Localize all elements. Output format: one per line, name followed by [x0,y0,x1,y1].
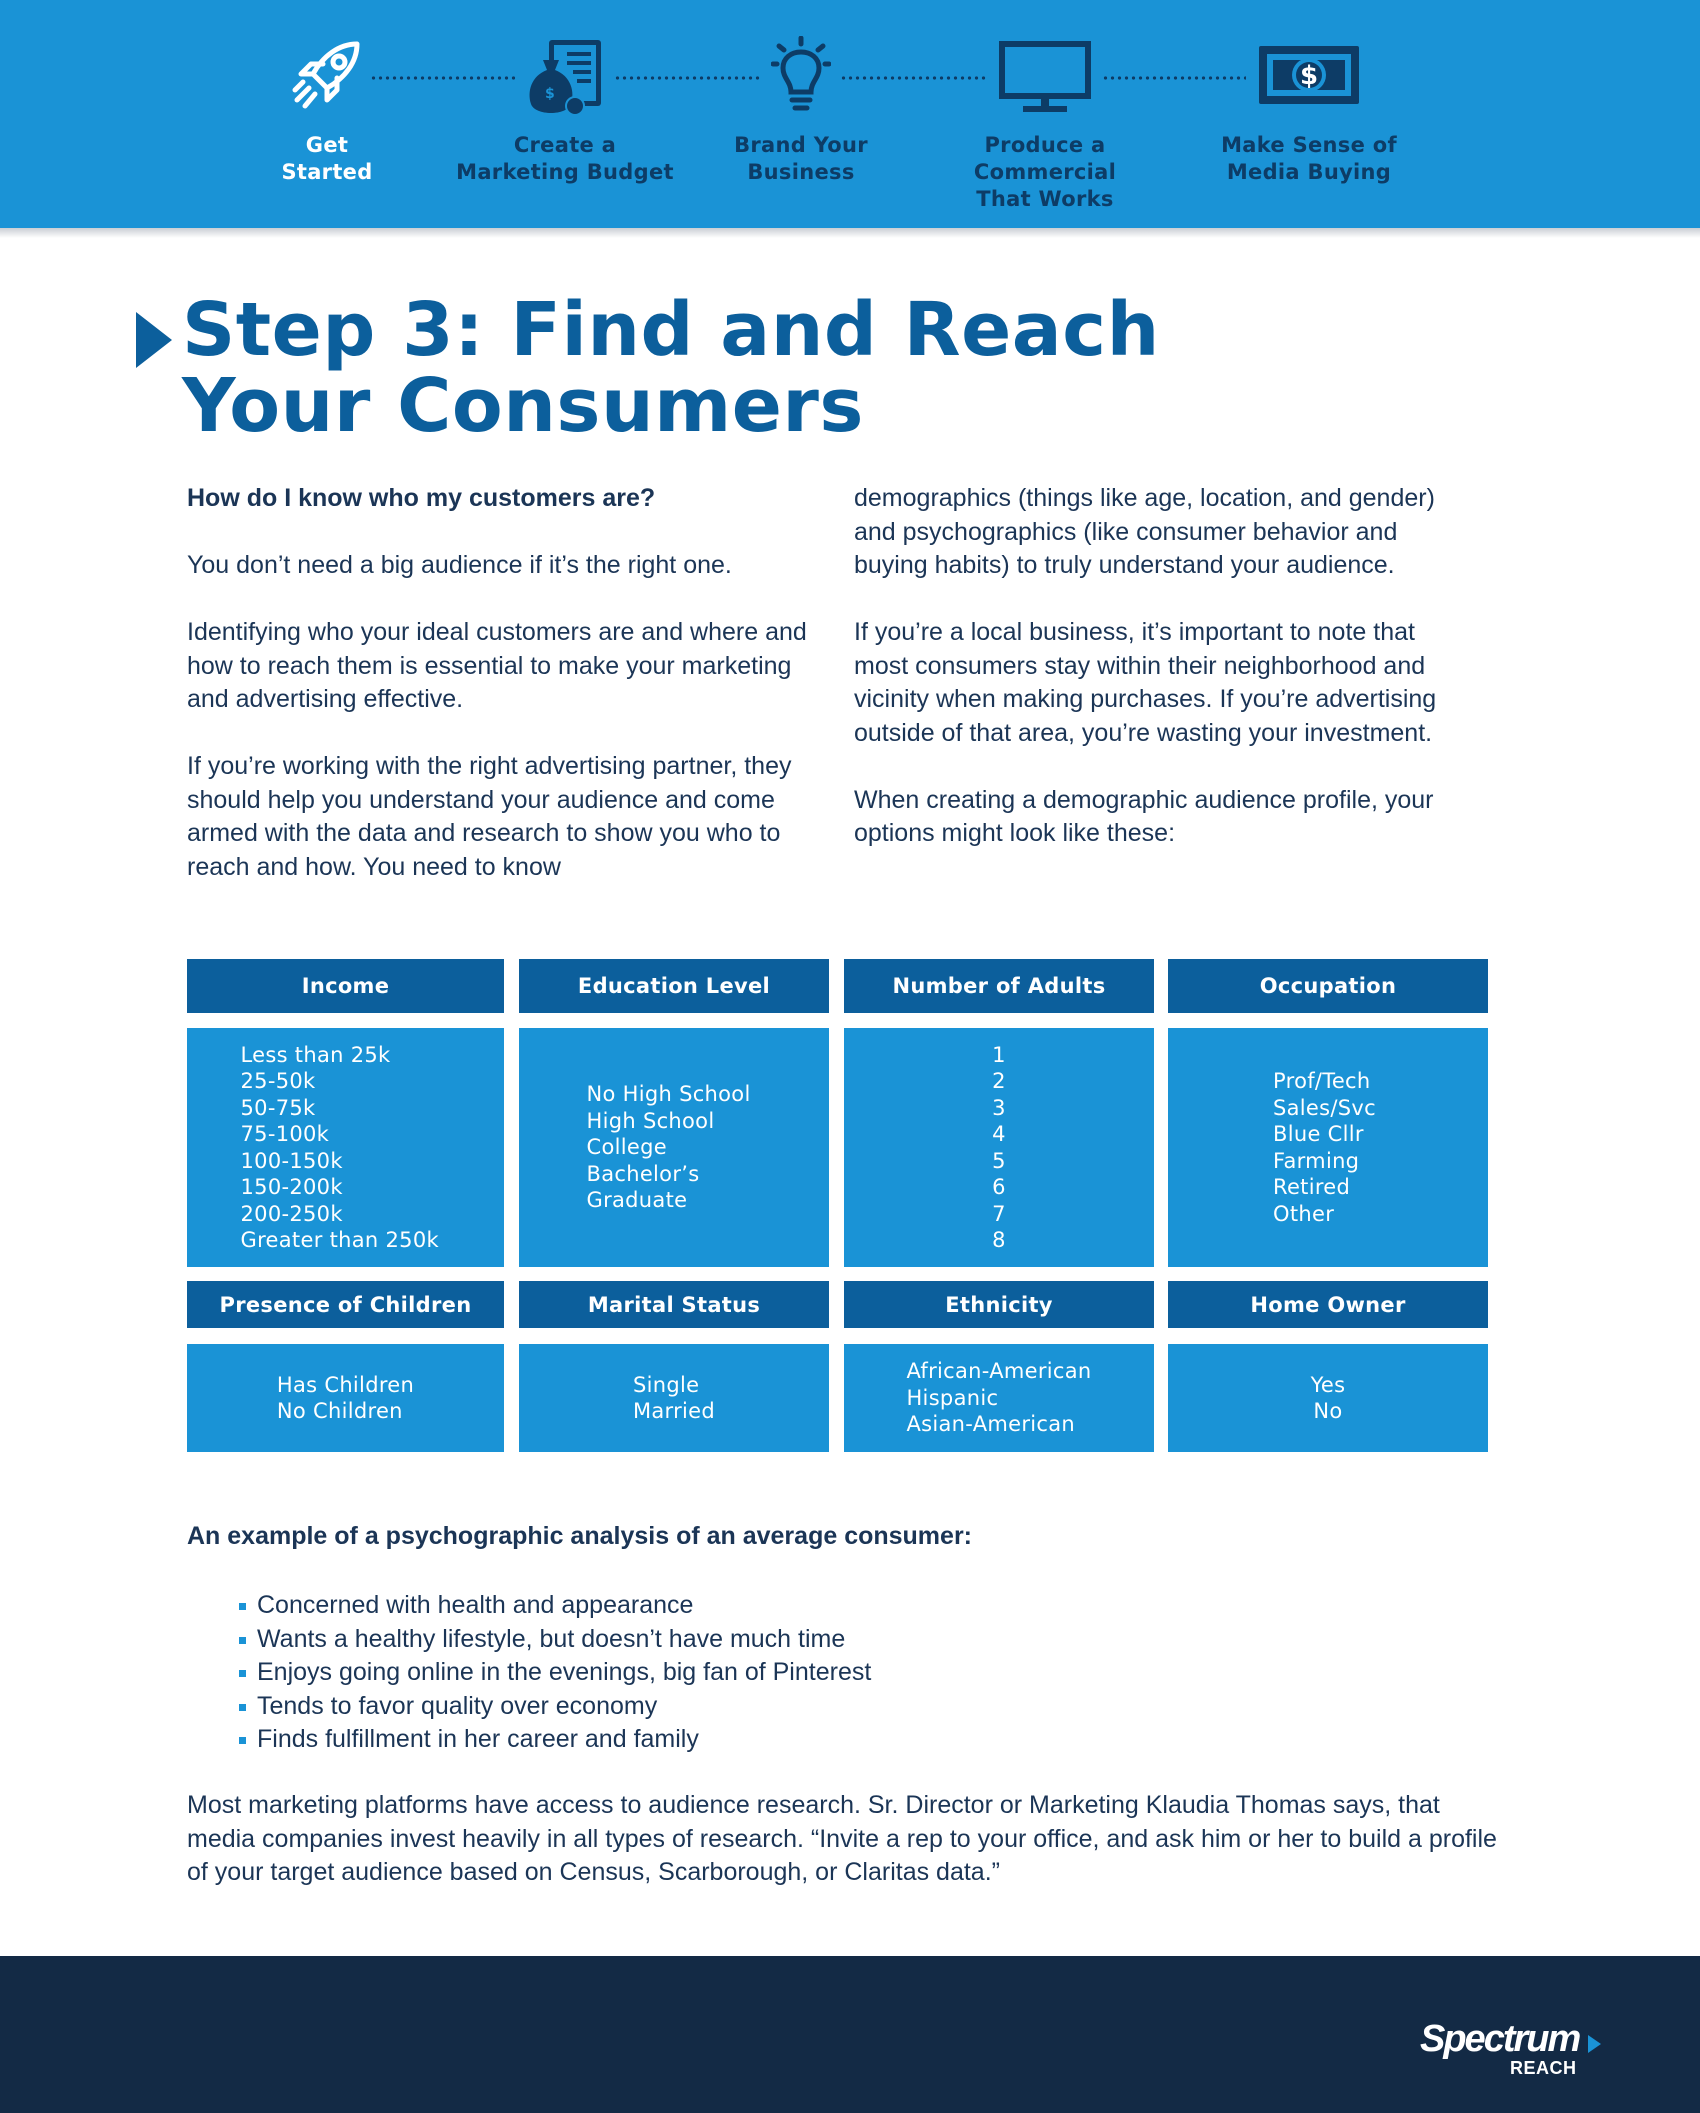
paragraph: demographics (things like age, location, and gender) and psychographics (like consumer behavior and buying habits) to truly understand your audience. [854,484,1435,579]
education-option: Bachelor’s [586,1161,700,1186]
homeowner-option: Yes [1310,1372,1346,1397]
step-label-line2: Media Buying [1226,160,1392,184]
children-box [187,1344,504,1452]
income-option: 50-75k [240,1095,316,1120]
education-option: High School [586,1108,715,1133]
list-item: Tends to favor quality over economy [237,1690,871,1724]
adults-option: 3 [992,1095,1006,1120]
step-label-line2: Marketing Budget [456,160,674,184]
marital-box [519,1344,829,1452]
education-box [519,1028,829,1267]
paragraph: When creating a demographic audience profile, your options might look like these: [854,785,1434,847]
step-label-line1: Create a [513,133,617,157]
step-label-line1: Produce a [984,133,1106,157]
ethnicity-option: African-American [906,1359,1092,1384]
list-item: Concerned with health and appearance [237,1589,871,1623]
ethnicity-option: Asian-American [906,1412,1076,1437]
paragraph: You don’t need a big audience if it’s the right one. [187,551,732,579]
body-left-column [187,482,807,918]
occupation-option: Prof/Tech [1273,1069,1371,1093]
marital-option: Single [632,1372,700,1397]
bag-dollar-symbol: $ [545,86,555,102]
step-label-line1: Make Sense of [1221,133,1397,157]
step-label-line3: That Works [976,187,1114,211]
occupation-option: Retired [1273,1175,1351,1199]
marital-header: Marital Status [519,1281,829,1328]
occupation-option: Other [1273,1201,1335,1226]
spectrum-reach-logo [1420,2018,1580,2078]
adults-option: 5 [992,1148,1006,1173]
homeowner-header: Home Owner [1168,1281,1488,1328]
step-label-line2: Commercial [973,160,1117,184]
lightbulb-icon [771,36,831,116]
education-header: Education Level [519,959,829,1013]
children-option: No Children [276,1399,403,1423]
income-header: Income [187,959,504,1013]
ethnicity-header: Ethnicity [844,1281,1154,1328]
occupation-header: Occupation [1168,959,1488,1013]
occupation-option: Blue Cllr [1273,1122,1364,1146]
income-option: Greater than 250k [240,1228,439,1252]
income-option: 200-250k [240,1201,343,1226]
bill-dollar-symbol: $ [1299,61,1319,91]
adults-box [844,1028,1154,1267]
education-option: Graduate [586,1188,688,1213]
progress-connector [840,76,987,80]
education-option: College [586,1135,667,1160]
psychographic-list [237,1589,871,1757]
title-arrow-icon [136,312,172,368]
adults-option: 2 [992,1069,1006,1093]
rocket-icon [287,36,369,118]
page-title [182,287,1160,449]
income-option: 150-200k [240,1175,343,1199]
occupation-option: Farming [1273,1148,1360,1173]
adults-option: 8 [992,1228,1006,1252]
step-label-line1: Get [305,133,349,157]
income-box [187,1028,504,1267]
progress-connector [1102,76,1246,80]
list-item: Finds fulfillment in her career and family [237,1723,871,1757]
body-right-column [854,482,1474,884]
occupation-box [1168,1028,1488,1267]
money-bag-clipboard-icon [523,36,607,120]
list-item: Wants a healthy lifestyle, but doesn’t have much time [237,1623,871,1657]
paragraph: If you’re a local business, it’s important to note that most consumers stay within their neighborhood and vicinity when making purchases. If you’re advertising outside of that area, you’re wasting your investment. [854,618,1437,747]
logo-sub: REACH [1510,2058,1577,2078]
monitor-icon [997,36,1093,116]
step-label-line2: Started [281,160,373,184]
adults-option: 7 [992,1201,1006,1226]
psychographic-title: An example of a psychographic analysis of an average consumer: [187,1522,972,1550]
title-line2: Your Consumers [182,363,864,449]
adults-option: 1 [992,1042,1006,1067]
marital-option: Married [632,1399,716,1423]
step-label-line1: Brand Your [734,133,868,157]
income-option: 25-50k [240,1069,316,1093]
section-question: How do I know who my customers are? [187,484,656,512]
progress-connector [614,76,760,80]
paragraph: If you’re working with the right advertising partner, they should help you understand your audience and come armed with the data and research to show you who to reach and how. You need to know [187,752,792,881]
logo-brand: Spectrum [1420,2018,1580,2060]
progress-connector [370,76,515,80]
paragraph: Identifying who your ideal customers are and where and how to reach them is essential to make your marketing and advertising effective. [187,618,807,713]
homeowner-option: No [1313,1399,1343,1423]
banner-shadow [0,228,1700,238]
children-header: Presence of Children [187,1281,504,1328]
ethnicity-box [844,1344,1154,1452]
adults-header: Number of Adults [844,959,1154,1013]
dollar-bill-icon [1257,36,1361,116]
step-label-line2: Business [747,160,855,184]
children-option: Has Children [276,1372,415,1397]
income-option: 75-100k [240,1122,330,1146]
education-option: No High School [586,1082,751,1107]
closing-paragraph: Most marketing platforms have access to audience research. Sr. Director or Marketing Klaudia Thomas says, that media companies invest heavily in all types of research. “Invite a rep to your office, and ask him or her to build a profile of your target audience based on Census, Scarborough, or Claritas data.” [187,1791,1497,1886]
title-line1: Step 3: Find and Reach [182,287,1160,373]
income-option: 100-150k [240,1148,343,1173]
occupation-option: Sales/Svc [1273,1095,1376,1120]
adults-option: 6 [992,1175,1006,1199]
adults-option: 4 [992,1122,1006,1146]
homeowner-box [1168,1344,1488,1452]
ethnicity-option: Hispanic [906,1385,999,1410]
logo-arrow-icon [1588,2035,1601,2053]
progress-banner [0,0,1700,228]
list-item: Enjoys going online in the evenings, big fan of Pinterest [237,1656,871,1690]
income-option: Less than 25k [240,1042,391,1067]
